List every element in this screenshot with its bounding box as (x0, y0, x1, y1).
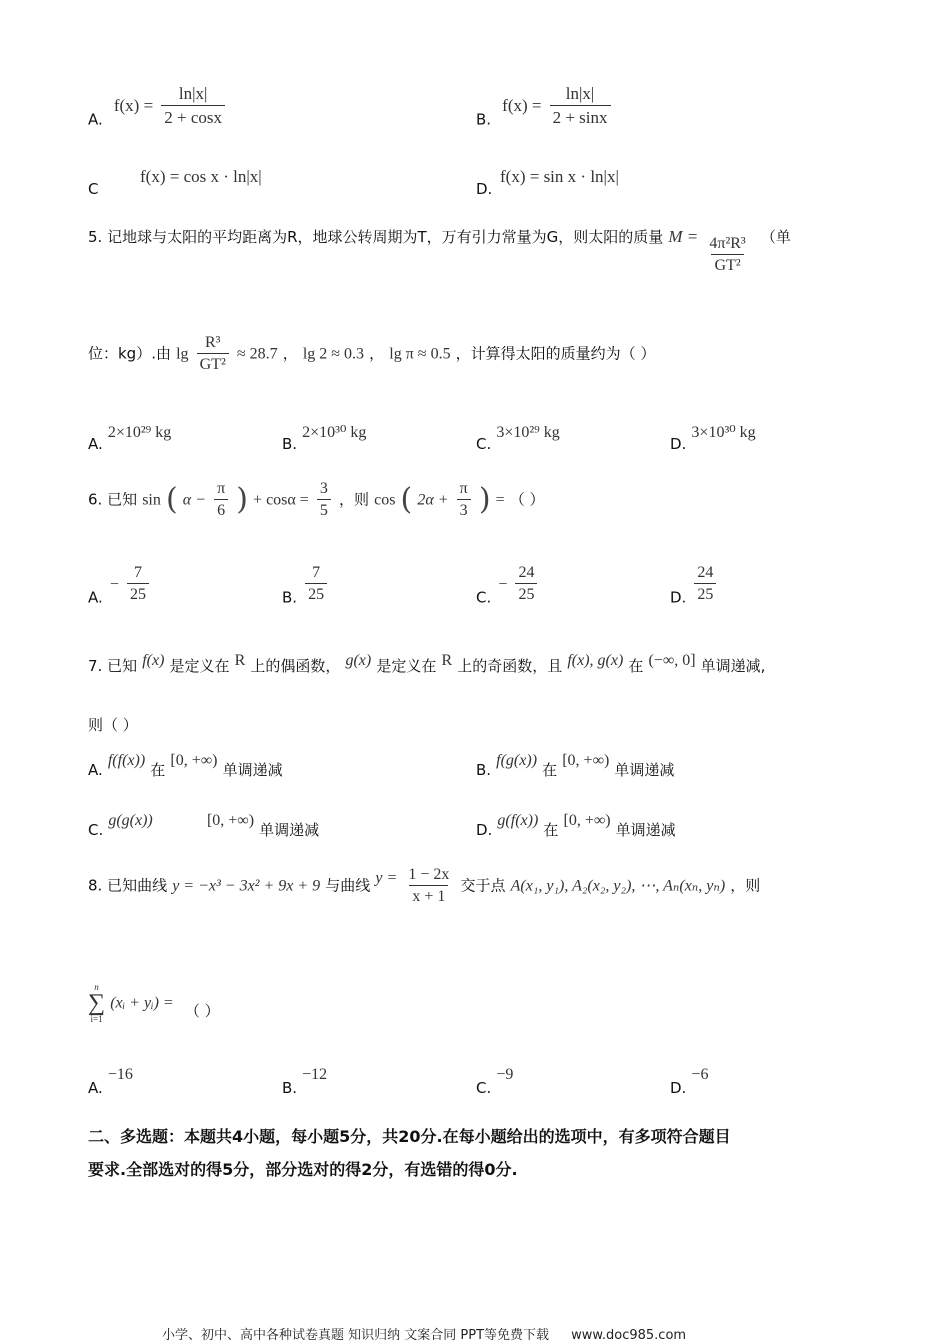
fraction-denominator: 5 (317, 499, 331, 520)
q6-line (88, 480, 545, 520)
q6-option-d (670, 564, 719, 607)
question-text: 与曲线 (325, 876, 371, 895)
question-text: 5. 记地球与太阳的平均距离为R，地球公转周期为T，万有引力常量为G，则太阳的质量 (88, 228, 664, 246)
option-label: A. (88, 110, 103, 129)
fraction-numerator: 4π²R³ (709, 235, 746, 252)
question-text: 在 (628, 657, 644, 675)
footer-text: 小学、初中、高中各种试卷真题 知识归纳 文案合同 PPT等免费下载 (162, 1328, 550, 1343)
q6-option-b (282, 564, 330, 607)
q8-option-c (476, 1064, 513, 1097)
fraction-denominator: GT² (197, 353, 229, 374)
question-text: 7. 已知 (88, 657, 138, 675)
math-expression: [0, +∞) (562, 752, 610, 769)
math-expression: M = (668, 227, 699, 246)
option-value: −16 (107, 1066, 133, 1083)
fraction-denominator: 25 (694, 583, 716, 604)
fraction-numerator: ln|x| (178, 84, 208, 103)
math-expression: + cosα = (253, 491, 309, 509)
fraction (550, 84, 611, 128)
question-text: 上的偶函数， (250, 657, 341, 675)
math-expression: = (495, 491, 505, 509)
option-value: 2×10³⁰ kg (302, 424, 367, 441)
q4-option-c-label: C (88, 180, 99, 198)
fraction-denominator: GT² (711, 254, 743, 275)
sum-operator (88, 982, 105, 1024)
option-label: A. (88, 1079, 103, 1097)
question-text: ，计算得太阳的质量约为（ ） (455, 344, 656, 363)
question-text: 上的奇函数，且 (457, 657, 563, 675)
option-label: D. (670, 1079, 687, 1097)
question-text: 交于点 (460, 876, 506, 895)
fraction (457, 480, 471, 520)
question-text: 是定义在 (376, 657, 437, 675)
math-expression: ≈ 28.7 (236, 345, 278, 363)
question-text: 6. 已知 (88, 490, 138, 509)
fraction-denominator: 25 (305, 583, 327, 604)
q7-line2: 则（ ） (88, 716, 138, 734)
fraction-numerator: 7 (312, 564, 321, 581)
math-expression: f(x) = (502, 95, 542, 115)
q7-option-d (476, 810, 676, 840)
fraction (305, 564, 327, 604)
fraction (127, 564, 149, 604)
question-text: 在 (150, 761, 166, 779)
math-expression: y = (375, 869, 398, 887)
option-label: B. (282, 588, 298, 607)
sum-upper-limit: n (94, 982, 99, 992)
q8-line1 (88, 866, 760, 906)
math-expression: cos (374, 491, 396, 509)
q8-option-b (282, 1064, 327, 1097)
option-value: 3×10³⁰ kg (691, 424, 756, 441)
q4-option-c-expr: f(x) = cos x · ln|x| (140, 167, 262, 186)
option-value: −12 (302, 1066, 328, 1083)
fraction (694, 564, 716, 604)
q5-option-c (476, 422, 560, 453)
fraction (214, 480, 228, 520)
option-label: D. (670, 435, 687, 453)
q5-option-b (282, 422, 366, 453)
option-label: B. (282, 1079, 298, 1097)
math-expression: g(g(x)) (108, 812, 153, 829)
option-sign: − (109, 575, 119, 593)
q4-option-d-expr: f(x) = sin x · ln|x| (500, 167, 619, 186)
math-expression: (xᵢ + yᵢ) = (110, 994, 174, 1012)
q6-option-a (88, 564, 152, 607)
paren-left: ( (165, 482, 178, 517)
math-expression: f(x) = (113, 95, 154, 115)
option-label: C. (476, 435, 492, 453)
option-label: A. (88, 588, 103, 607)
option-value: 3×10²⁹ kg (496, 424, 560, 441)
q8-option-d (670, 1064, 708, 1097)
fraction-denominator: x + 1 (409, 885, 448, 906)
option-label: B. (282, 435, 298, 453)
question-text: 在 (542, 761, 558, 779)
fraction (515, 564, 537, 604)
footer (162, 1324, 686, 1343)
fraction-numerator: π (459, 480, 468, 497)
q5-option-a (88, 422, 171, 453)
math-expression: f(f(x)) (107, 752, 146, 769)
sum-lower-limit: i=1 (90, 1014, 103, 1024)
option-value: −6 (691, 1066, 709, 1083)
section-heading-line1: 二、多选题：本题共4小题，每小题5分，共20分.在每小题给出的选项中，有多项符合题目 (88, 1127, 731, 1146)
fraction (317, 480, 331, 520)
q8-option-a (88, 1064, 133, 1097)
math-expression: A(x₁, y₁), A₂(x₂, y₂), ⋯, Aₙ(xₙ, yₙ) (510, 877, 726, 895)
question-text: 单调递减 (614, 761, 675, 779)
q5-line1 (88, 226, 791, 275)
answer-paren: （ ） (509, 490, 545, 509)
fraction-numerator: 3 (319, 480, 328, 497)
separator: ， (369, 344, 385, 363)
fraction-denominator: 25 (127, 583, 149, 604)
fraction-denominator: 25 (515, 583, 537, 604)
math-expression: f(x), g(x) (567, 652, 624, 669)
math-expression: [0, +∞) (563, 812, 611, 829)
fraction (706, 235, 748, 275)
math-expression: lg 2 ≈ 0.3 (302, 345, 365, 363)
paren-right: ) (236, 482, 248, 517)
option-label: A. (88, 435, 103, 453)
math-expression: 2α + (417, 491, 449, 509)
fraction (197, 334, 229, 374)
option-label: A. (88, 761, 103, 779)
option-label: C. (88, 821, 104, 839)
math-expression: [0, +∞) (206, 812, 255, 829)
fraction-numerator: π (217, 480, 226, 497)
question-text: ，则 (339, 490, 370, 509)
q7-line1 (88, 652, 765, 676)
question-text: ，则 (730, 876, 761, 895)
fraction (161, 84, 225, 128)
math-expression: [0, +∞) (170, 752, 218, 769)
math-expression: R (441, 652, 453, 669)
fraction-denominator: 3 (457, 499, 471, 520)
footer-link[interactable]: www.doc985.com (571, 1328, 687, 1343)
math-expression: f(x) (142, 652, 165, 669)
math-expression: α − (182, 491, 206, 509)
math-expression: g(x) (345, 652, 372, 669)
sigma-symbol: ∑ (88, 990, 106, 1016)
q7-option-b (476, 750, 674, 780)
question-text: 单调递减 (615, 821, 676, 839)
question-text: 单调递减 (222, 761, 283, 779)
math-expression: g(f(x)) (497, 812, 539, 829)
separator: ， (282, 344, 298, 363)
math-expression: (−∞, 0] (648, 652, 696, 669)
option-value: −9 (496, 1066, 514, 1083)
q6-option-c (476, 564, 540, 607)
math-expression: R (234, 652, 246, 669)
q8-sum (88, 982, 220, 1024)
math-expression: lg π ≈ 0.5 (389, 345, 451, 363)
math-expression: sin (142, 491, 161, 509)
q4-option-a (88, 84, 228, 129)
question-text: 位：kg）.由 (88, 344, 171, 363)
fraction (405, 866, 452, 906)
option-label: C. (476, 1079, 492, 1097)
fraction-numerator: ln|x| (565, 84, 595, 103)
fraction-denominator: 2 + cosx (161, 105, 225, 128)
option-sign: − (498, 575, 508, 593)
math-expression: f(g(x)) (496, 752, 538, 769)
option-label: B. (476, 110, 492, 129)
option-label: D. (670, 588, 687, 607)
answer-paren: （ ） (184, 1001, 220, 1020)
question-text: 是定义在 (169, 657, 230, 675)
fraction-numerator: R³ (204, 334, 221, 351)
q7-option-c (88, 810, 319, 840)
question-text: 在 (543, 821, 559, 839)
fraction-denominator: 2 + sinx (550, 105, 611, 128)
fraction-numerator: 7 (133, 564, 142, 581)
q4-option-b (476, 84, 614, 129)
option-label: D. (476, 821, 493, 839)
section-heading-line2: 要求.全部选对的得5分，部分选对的得2分，有选错的得0分. (88, 1160, 518, 1179)
paren-left: ( (400, 482, 413, 517)
math-expression: y = −x³ − 3x² + 9x + 9 (172, 877, 321, 895)
paren-right: ) (478, 482, 491, 517)
fraction-denominator: 6 (214, 499, 228, 520)
question-text: （单 (760, 228, 791, 246)
q5-line2 (88, 334, 655, 374)
q4-option-d-label: D. (476, 180, 493, 198)
q5-option-d (670, 422, 756, 453)
question-text: 8. 已知曲线 (88, 876, 168, 895)
option-label: C. (476, 588, 492, 607)
fraction-numerator: 24 (518, 564, 535, 581)
fraction-numerator: 24 (697, 564, 714, 581)
question-text: 单调递减, (700, 657, 766, 675)
option-label: B. (476, 761, 492, 779)
question-text: 单调递减 (259, 821, 320, 839)
fraction-numerator: 1 − 2x (408, 866, 450, 883)
math-expression: lg (176, 345, 189, 363)
q7-option-a (88, 750, 283, 780)
section-heading-multiple-choice (88, 1120, 731, 1186)
option-value: 2×10²⁹ kg (107, 424, 172, 441)
